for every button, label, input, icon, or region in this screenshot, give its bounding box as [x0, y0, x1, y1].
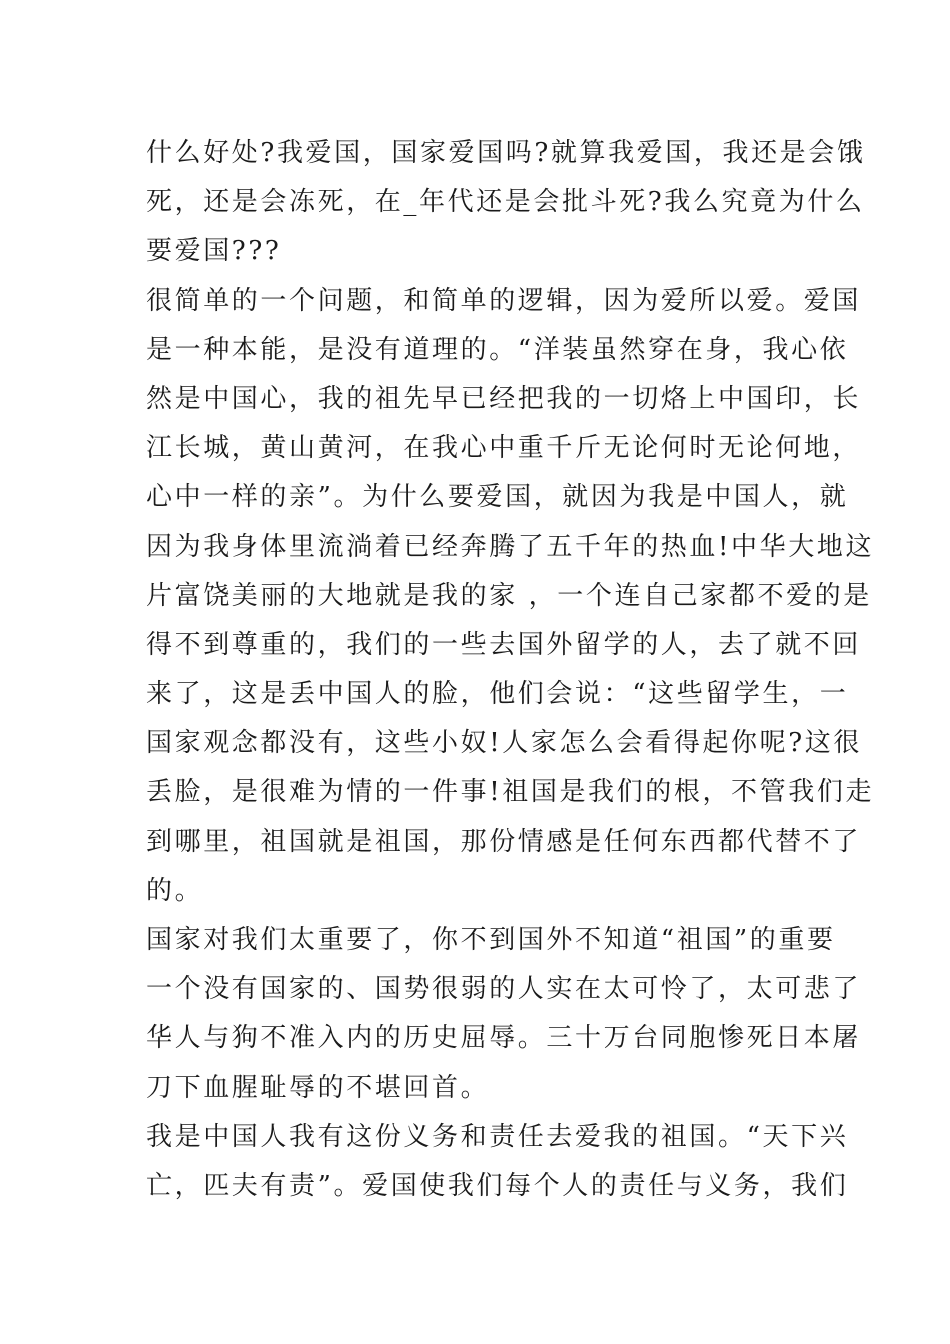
- text-line: 心中一样的亲”。为什么要爱国，就因为我是中国人，就: [146, 482, 849, 513]
- document-body: [146, 129, 875, 1211]
- text-line: 刀下血腥耻辱的不堪回首。: [146, 1072, 490, 1103]
- text-line: 我是中国人我有这份义务和责任去爱我的祖国。“天下兴: [146, 1121, 849, 1152]
- text-line: 一个没有国家的、国势很弱的人实在太可怜了，太可悲了: [146, 974, 862, 1005]
- text-line: 到哪里，祖国就是祖国，那份情感是任何东西都代替不了: [146, 826, 862, 857]
- paragraph: [146, 277, 875, 916]
- text-line: 因为我身体里流淌着已经奔腾了五千年的热血!中华大地这: [146, 531, 875, 562]
- text-line: 来了，这是丢中国人的脸，他们会说：“这些留学生，一: [146, 679, 849, 710]
- text-line: 江长城，黄山黄河，在我心中重千斤无论何时无论何地，: [146, 433, 862, 464]
- text-line: 是一种本能，是没有道理的。“洋装虽然穿在身，我心依: [146, 334, 849, 365]
- text-line: 死，还是会冻死，在_年代还是会批斗死?我么究竟为什么: [146, 187, 865, 218]
- text-line: 很简单的一个问题，和简单的逻辑，因为爱所以爱。爱国: [146, 285, 862, 316]
- text-line: 得不到尊重的，我们的一些去国外留学的人，去了就不回: [146, 629, 862, 660]
- text-line: 丢脸，是很难为情的一件事!祖国是我们的根，不管我们走: [146, 777, 875, 808]
- text-line: 然是中国心，我的祖先早已经把我的一切烙上中国印，长: [146, 383, 862, 414]
- text-line: 华人与狗不准入内的历史屈辱。三十万台同胞惨死日本屠: [146, 1023, 862, 1054]
- text-line: 的。: [146, 875, 204, 906]
- text-line: 什么好处?我爱国，国家爱国吗?就算我爱国，我还是会饿: [146, 138, 866, 168]
- text-line: 国家观念都没有，这些小奴!人家怎么会看得起你呢?这很: [146, 728, 862, 759]
- text-line: 亡，匹夫有责”。爱国使我们每个人的责任与义务，我们: [146, 1170, 849, 1201]
- paragraph: [146, 916, 862, 1113]
- text-line: 要爱国???: [146, 236, 282, 267]
- text-line: 片富饶美丽的大地就是我的家 ，一个连自己家都不爱的是: [146, 580, 872, 611]
- text-line: 国家对我们太重要了，你不到国外不知道“祖国”的重要: [146, 925, 836, 955]
- paragraph: [146, 1113, 849, 1211]
- paragraph: [146, 129, 866, 277]
